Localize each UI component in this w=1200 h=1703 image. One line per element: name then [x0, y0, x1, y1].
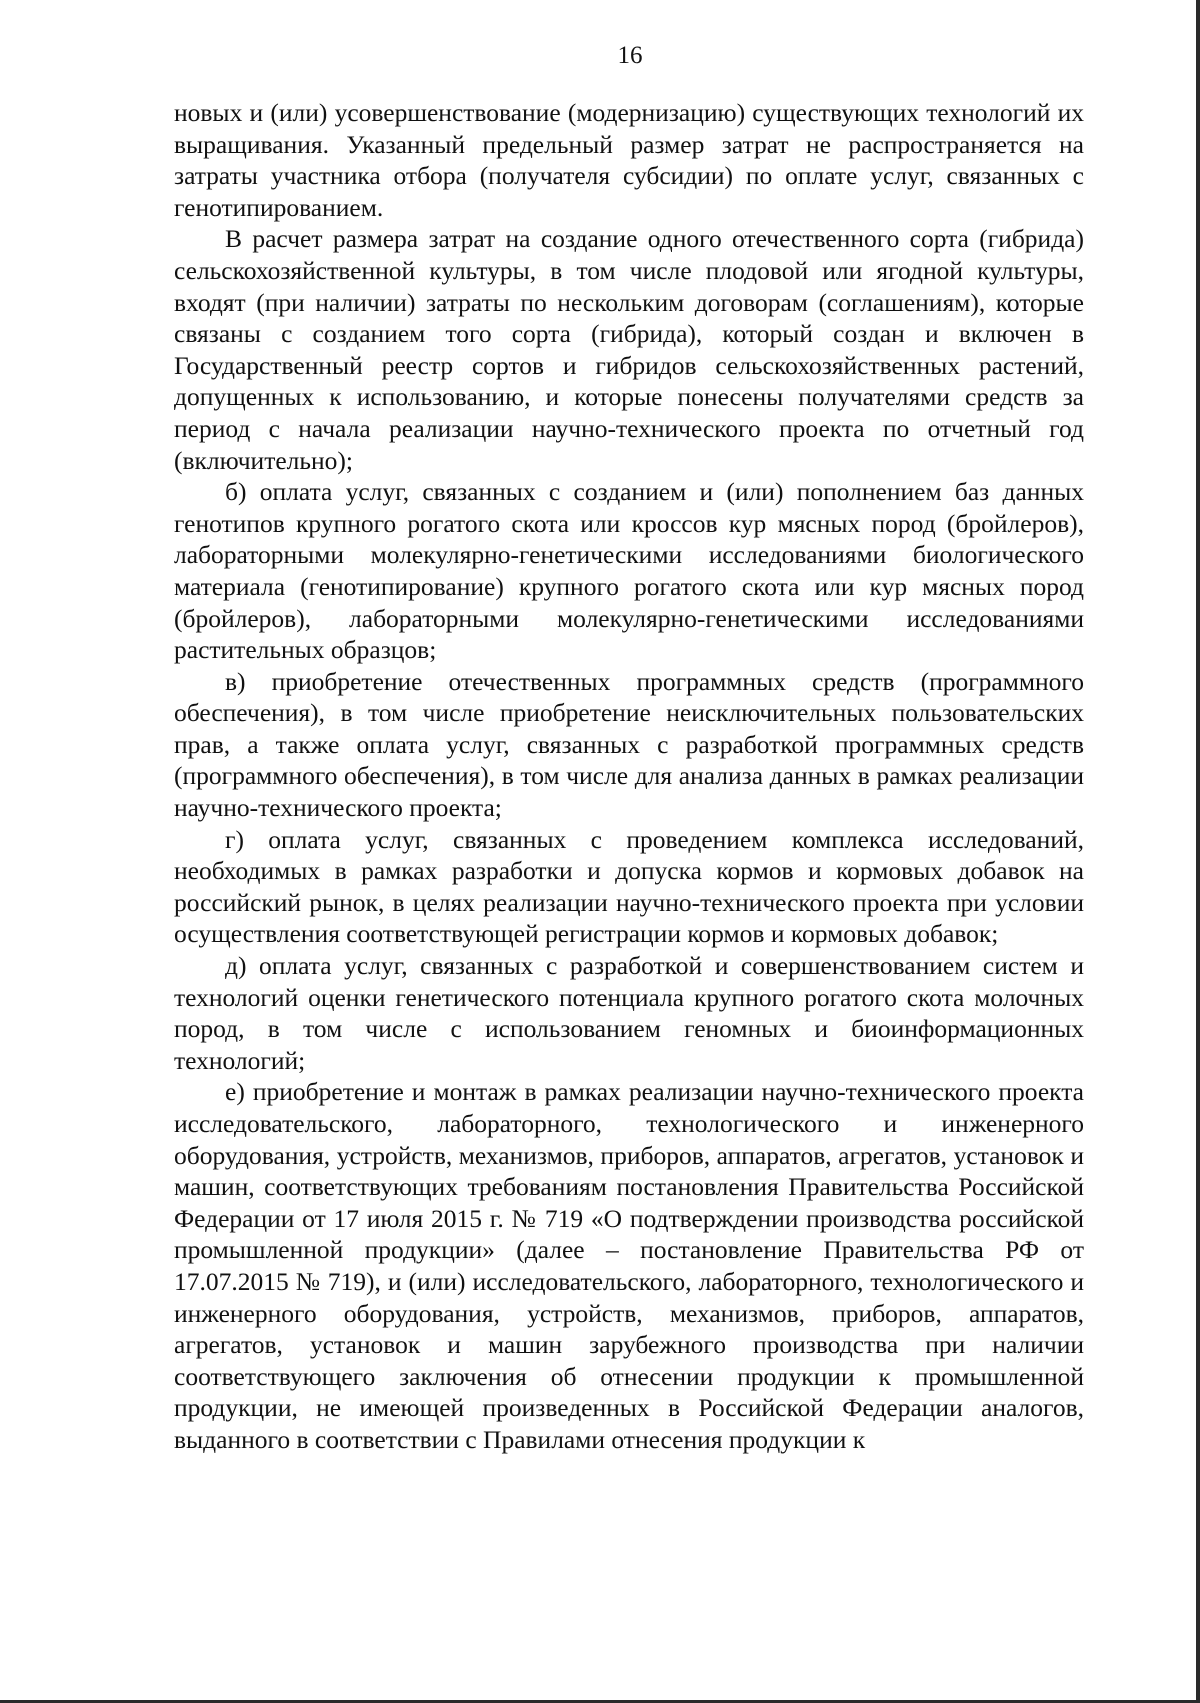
- document-body: [174, 97, 1084, 1456]
- paragraph-item-e: е) приобретение и монтаж в рамках реализации научно-технического проекта исследовательского, лабораторного, технологического и инженерного оборудования, устройств, механизмов, приборов, аппаратов, агрегатов, установок и машин, соответствующих требованиям постановления Правительства Российской Федерации от 17 июля 2015 г. № 719 «О подтверждении производства российской промышленной продукции» (далее – постановление Правительства РФ от 17.07.2015 № 719), и (или) исследовательского, лабораторного, технологического и инженерного оборудования, устройств, механизмов, приборов, аппаратов, агрегатов, установок и машин зарубежного производства при наличии соответствующего заключения об отнесении продукции к промышленной продукции, не имеющей произведенных в Российской Федерации аналогов, выданного в соответствии с Правилами отнесения продукции к: [174, 1077, 1084, 1454]
- scan-edge-right: [1196, 0, 1200, 1703]
- paragraph-continuation: новых и (или) усовершенствование (модернизацию) существующих технологий их выращивания. Указанный предельный размер затрат не распространяется на затраты участника отбора (получателя субсидии) по оплате услуг, связанных с генотипированием.: [174, 98, 1084, 222]
- page-number: 16: [617, 42, 643, 69]
- paragraph-item-g: г) оплата услуг, связанных с проведением комплекса исследований, необходимых в рамках разработки и допуска кормов и кормовых добавок на российский рынок, в целях реализации научно-технического проекта при условии осуществления соответствующей регистрации кормов и кормовых добавок;: [174, 824, 1084, 949]
- paragraph-item-d: д) оплата услуг, связанных с разработкой и совершенствованием систем и технологий оценки генетического потенциала крупного рогатого скота молочных пород, в том числе с использованием геномных и биоинформационных технологий;: [174, 951, 1084, 1075]
- paragraph-item-v: в) приобретение отечественных программных средств (программного обеспечения), в том числе приобретение неисключительных пользовательских прав, а также оплата услуг, связанных с разработкой программных средств (программного обеспечения), в том числе для анализа данных в рамках реализации научно-технического проекта;: [174, 666, 1084, 823]
- paragraph-item-b: б) оплата услуг, связанных с созданием и (или) пополнением баз данных генотипов крупного рогатого скота или кроссов кур мясных пород (бройлеров), лабораторными молекулярно-генетическими исследованиями биологического материала (генотипирование) крупного рогатого скота или кур мясных пород (бройлеров), лабораторными молекулярно-генетическими исследованиями растительных образцов;: [174, 477, 1084, 665]
- paragraph-cost-calculation: В расчет размера затрат на создание одного отечественного сорта (гибрида) сельскохозяйственной культуры, в том числе плодовой или ягодной культуры, входят (при наличии) затраты по нескольким договорам (соглашениям), которые связаны с созданием того сорта (гибрида), который создан и включен в Государственный реестр сортов и гибридов сельскохозяйственных растений, допущенных к использованию, и которые понесены получателями средств за период с начала реализации научно-технического проекта по отчетный год (включительно);: [174, 224, 1084, 475]
